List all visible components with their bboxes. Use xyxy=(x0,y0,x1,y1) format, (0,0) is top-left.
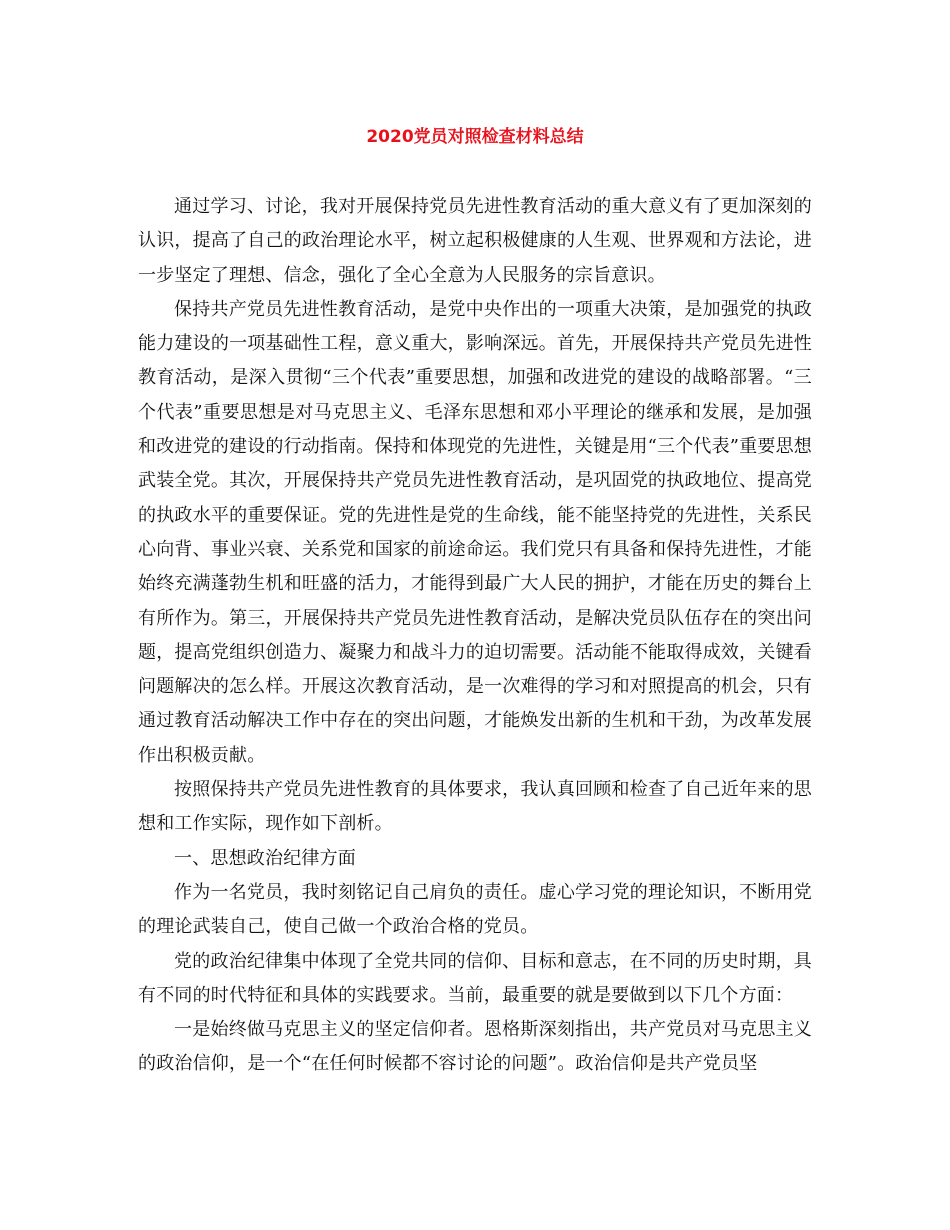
section-heading: 一、思想政治纪律方面 xyxy=(174,847,356,869)
paragraph-4: 作为一名党员，我时刻铭记自己肩负的责任。虚心学习党的理论知识，不断用党的理论武装自己，使自己做一个政治合格的党员。 xyxy=(138,881,812,938)
paragraph-1: 通过学习、讨论，我对开展保持党员先进性教育活动的重大意义有了更加深刻的认识，提高了自己的政治理论水平，树立起积极健康的人生观、世界观和方法论，进一步坚定了理想、信念，强化了全心全意为人民服务的宗旨意识。 xyxy=(138,196,812,286)
document-body xyxy=(138,190,812,1082)
paragraph-2: 保持共产党员先进性教育活动，是党中央作出的一项重大决策，是加强党的执政能力建设的一项基础性工程，意义重大，影响深远。首先，开展保持共产党员先进性教育活动，是深入贯彻“三个代表”重要思想，加强和改进党的建设的战略部署。“三个代表”重要思想是对马克思主义、毛泽东思想和邓小平理论的继承和发展，是加强和改进党的建设的行动指南。保持和体现党的先进性，关键是用“三个代表”重要思想武装全党。其次，开展保持共产党员先进性教育活动，是巩固党的执政地位、提高党的执政水平的重要保证。党的先进性是党的生命线，能不能坚持党的先进性，关系民心向背、事业兴衰、关系党和国家的前途命运。我们党只有具备和保持先进性，才能始终充满蓬勃生机和旺盛的活力，才能得到最广大人民的拥护，才能在历史的舞台上有所作为。第三，开展保持共产党员先进性教育活动，是解决党员队伍存在的突出问题，提高党组织创造力、凝聚力和战斗力的迫切需要。活动能不能取得成效，关键看问题解决的怎么样。开展这次教育活动，是一次难得的学习和对照提高的机会，只有通过教育活动解决工作中存在的突出问题，才能焕发出新的生机和干劲，为改革发展作出积极贡献。 xyxy=(138,298,813,766)
paragraph-3: 按照保持共产党员先进性教育的具体要求，我认真回顾和检查了自己近年来的思想和工作实际，现作如下剖析。 xyxy=(138,779,812,835)
paragraph-5: 党的政治纪律集中体现了全党共同的信仰、目标和意志，在不同的历史时期，具有不同的时代特征和具体的实践要求。当前，最重要的就是要做到以下几个方面： xyxy=(138,950,812,1006)
paragraph-6: 一是始终做马克思主义的坚定信仰者。恩格斯深刻指出，共产党员对马克思主义的政治信仰，是一个“在任何时候都不容讨论的问题”。政治信仰是共产党员坚 xyxy=(138,1019,812,1075)
document-title: 2020党员对照检查材料总结 xyxy=(366,127,584,147)
